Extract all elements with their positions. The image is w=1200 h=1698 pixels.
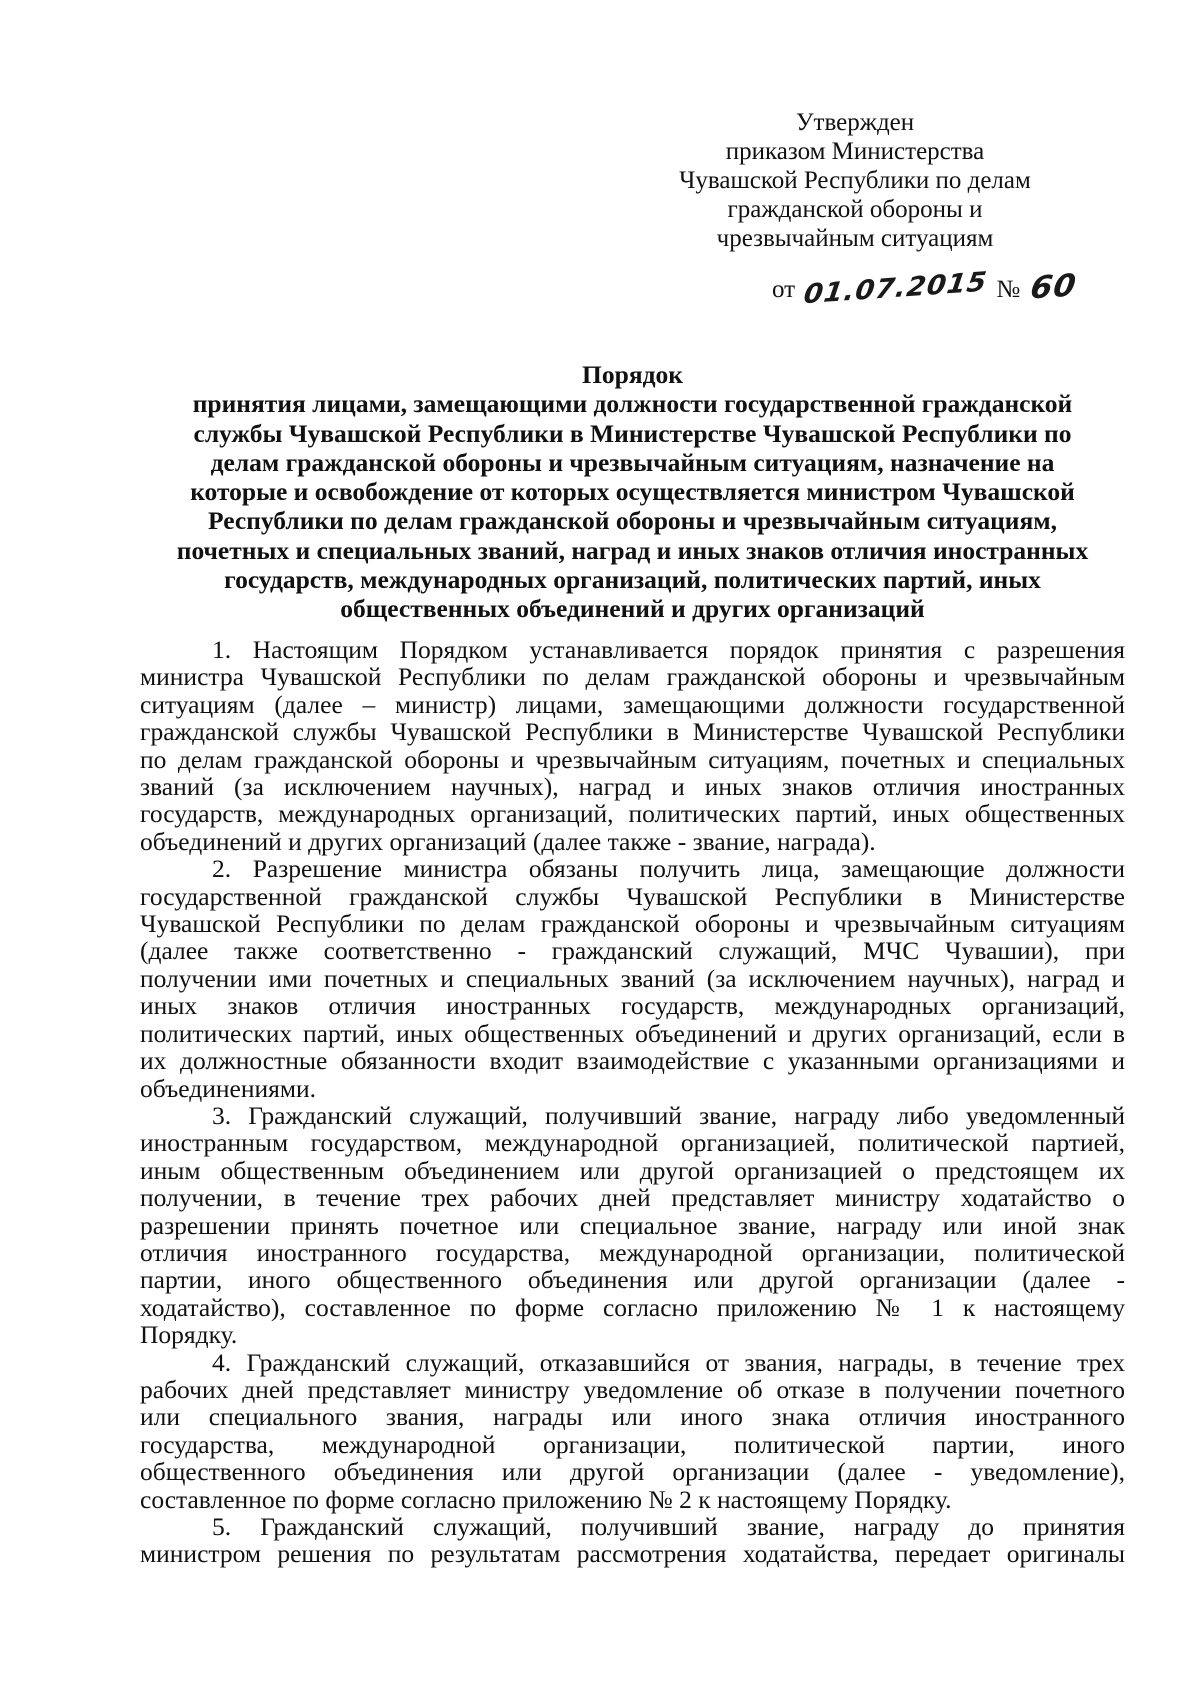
body-line: 2. Разрешение министра обязаны получить лица, замещающие должности (212, 854, 1125, 884)
number-prefix: № (996, 276, 1021, 303)
date-prefix: от (772, 276, 796, 303)
title-line: делам гражданской обороны и чрезвычайным ситуациям, назначение на (210, 447, 1055, 477)
body-line: получении, в течение трех рабочих дней представляет министру ходатайство о (140, 1183, 1125, 1213)
title-line: общественных объединений и других организаций (340, 594, 925, 624)
handwritten-number: 60 (1027, 267, 1079, 307)
body-line: по делам гражданской обороны и чрезвычайным ситуациям, почетных и специальных (140, 744, 1125, 774)
title-line: службы Чувашской Республики в Министерстве Чувашской Республики по (193, 418, 1072, 448)
title-line: принятия лицами, замещающими должности государственной гражданской (192, 389, 1073, 419)
body-line: Чувашской Республики по делам гражданской обороны и чрезвычайным ситуациям (140, 909, 1125, 939)
title-line: почетных и специальных званий, наград и иных знаков отличия иностранных (176, 535, 1089, 565)
body-line: ходатайство), составленное по форме согласно приложению № 1 к настоящему (140, 1292, 1125, 1322)
approval-line: Чувашской Республики по делам (679, 167, 1031, 194)
body-line: Порядку. (140, 1320, 238, 1350)
body-line: государства, международной организации, политической партии, иного (140, 1429, 1125, 1459)
body-line: иным общественным объединением или другой организацией о предстоящем их (140, 1155, 1125, 1185)
body-line: 1. Настоящим Порядком устанавливается порядок принятия с разрешения (212, 635, 1125, 664)
approval-line: гражданской обороны и (727, 196, 983, 223)
body-line: рабочих дней представляет министру уведомление об отказе в получении почетного (140, 1374, 1125, 1404)
body-line: иностранным государством, международной организацией, политической партией, (140, 1128, 1125, 1158)
document-body (140, 636, 1125, 1568)
document-title (140, 360, 1125, 624)
body-line: гражданской службы Чувашской Республики в Министерстве Чувашской Республики (140, 717, 1125, 747)
body-line: общественного объединения или другой организации (далее - уведомление), (140, 1457, 1125, 1487)
body-line: объединениями. (140, 1073, 317, 1103)
body-line: их должностные обязанности входит взаимодействие с указанными организациями и (140, 1046, 1125, 1076)
approval-line: чрезвычайным ситуациям (716, 225, 994, 252)
title-line: государств, международных организаций, политических партий, иных (224, 565, 1041, 595)
approval-line: приказом Министерства (725, 138, 985, 165)
title-line: которые и освобождение от которых осуществляется министром Чувашской (190, 477, 1075, 507)
body-line: объединений и других организаций (далее также - звание, награда). (140, 826, 876, 856)
approval-line: Утвержден (795, 109, 915, 136)
handwritten-date: 01.07.2015 (802, 266, 990, 311)
approval-stamp (660, 108, 1050, 253)
body-line: (далее также соответственно - гражданский служащий, МЧС Чувашии), при (140, 936, 1125, 966)
body-line: государств, международных организаций, политических партий, иных общественных (140, 799, 1125, 829)
order-date-number (772, 266, 1080, 311)
title-line: Порядок (582, 360, 683, 389)
body-line: разрешении принять почетное или специальное звание, награду или иной знак (140, 1210, 1125, 1240)
title-line: Республики по делам гражданской обороны и чрезвычайным ситуациям, (208, 506, 1057, 536)
body-line: 4. Гражданский служащий, отказавшийся от звания, награды, в течение трех (212, 1347, 1125, 1377)
body-line: государственной гражданской службы Чувашской Республики в Министерстве (140, 881, 1125, 911)
body-line: составленное по форме согласно приложению № 2 к настоящему Порядку. (140, 1484, 952, 1514)
body-line: 5. Гражданский служащий, получивший звание, награду до принятия (212, 1512, 1125, 1541)
body-line: или специального звания, награды или иного знака отличия иностранного (140, 1402, 1125, 1432)
body-line: званий (за исключением научных), наград и иных знаков отличия иностранных (140, 772, 1125, 802)
body-line: партии, иного общественного объединения или другой организации (далее - (140, 1265, 1125, 1295)
body-line: иных знаков отличия иностранных государств, международных организаций, (140, 991, 1125, 1021)
body-line: министром решения по результатам рассмотрения ходатайства, передает оригиналы (140, 1539, 1125, 1569)
body-line: ситуациям (далее – министр) лицами, замещающими должности государственной (140, 689, 1125, 719)
body-line: 3. Гражданский служащий, получивший звание, награду либо уведомленный (212, 1100, 1125, 1130)
body-line: политических партий, иных общественных объединений и других организаций, если в (140, 1018, 1125, 1048)
body-line: отличия иностранного государства, международной организации, политической (140, 1237, 1125, 1267)
body-line: министра Чувашской Республики по делам гражданской обороны и чрезвычайным (140, 662, 1125, 692)
body-line: получении ими почетных и специальных званий (за исключением научных), наград и (140, 963, 1125, 993)
